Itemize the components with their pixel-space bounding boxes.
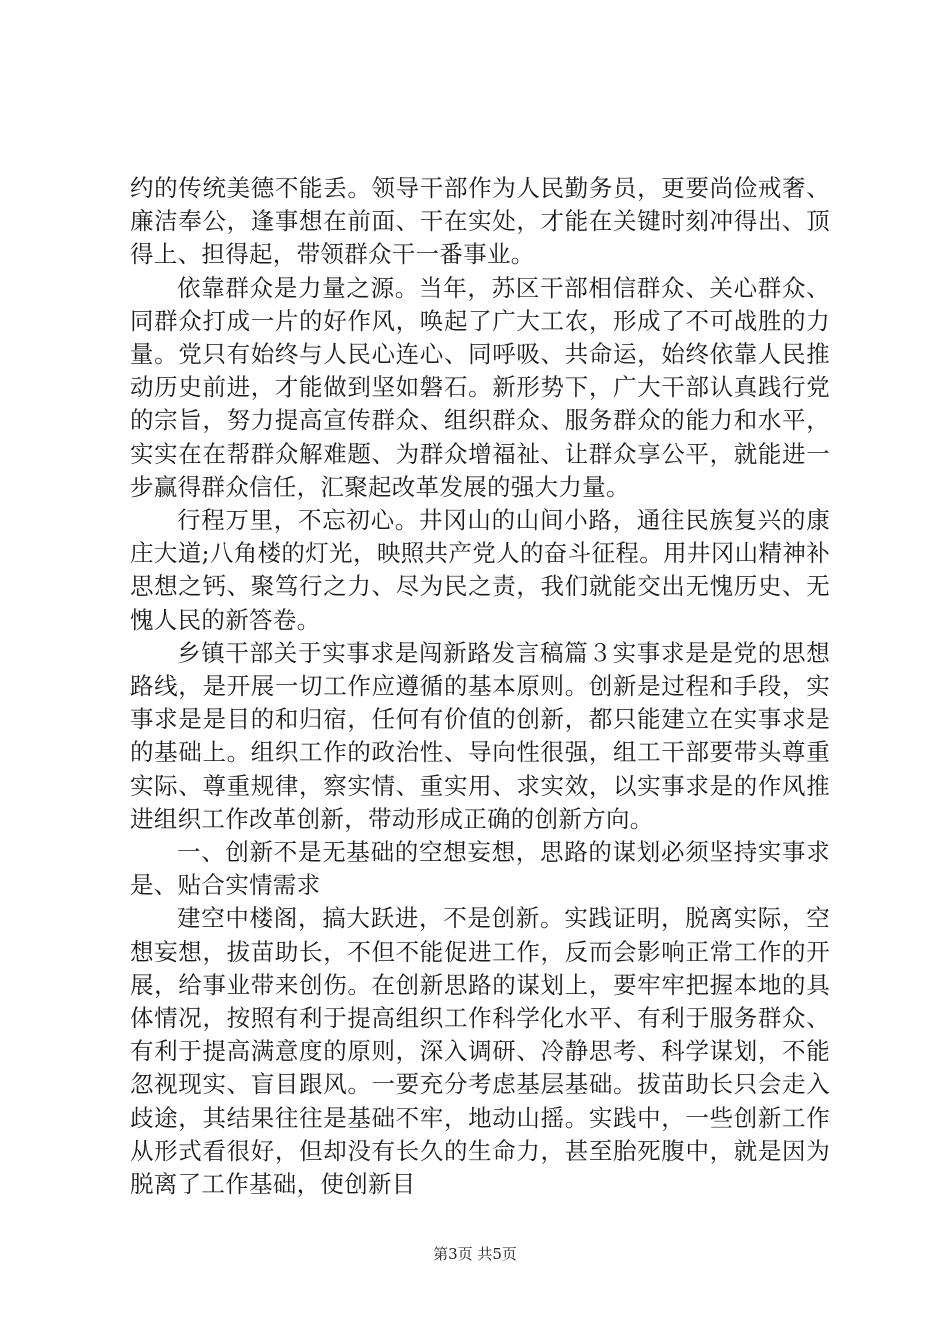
document-body — [130, 172, 830, 1201]
paragraph: 依靠群众是力量之源。当年，苏区干部相信群众、关心群众、同群众打成一片的好作风，唤起了广大工农，形成了不可战胜的力量。党只有始终与人民心连心、同呼吸、共命运，始终依靠人民推动历史前进，才能做到坚如磐石。新形势下，广大干部认真践行党的宗旨，努力提高宣传群众、组织群众、服务群众的能力和水平，实实在在帮群众解难题、为群众增福祉、让群众享公平，就能进一步赢得群众信任，汇聚起改革发展的强大力量。 — [130, 273, 830, 501]
section-heading: 一、创新不是无基础的空想妄想，思路的谋划必须坚持实事求是、贴合实情需求 — [130, 838, 830, 900]
paragraph: 行程万里，不忘初心。井冈山的山间小路，通往民族复兴的康庄大道;八角楼的灯光，映照共产党人的奋斗征程。用井冈山精神补思想之钙、聚笃行之力、尽为民之责，我们就能交出无愧历史、无愧人民的新答卷。 — [130, 506, 830, 634]
paragraph: 建空中楼阁，搞大跃进，不是创新。实践证明，脱离实际，空想妄想，拔苗助长，不但不能促进工作，反而会影响正常工作的开展，给事业带来创伤。在创新思路的谋划上，要牢牢把握本地的具体情况，按照有利于提高组织工作科学化水平、有利于服务群众、有利于提高满意度的原则，深入调研、冷静思考、科学谋划，不能忽视现实、盲目跟风。一要充分考虑基层基础。拔苗助长只会走入歧途，其结果往往是基础不牢，地动山摇。实践中，一些创新工作从形式看很好，但却没有长久的生命力，甚至胎死腹中，就是因为脱离了工作基础，使创新目 — [130, 904, 830, 1199]
paragraph-continuation: 约的传统美德不能丢。领导干部作为人民勤务员，更要尚俭戒奢、廉洁奉公，逢事想在前面、干在实处，才能在关键时刻冲得出、顶得上、担得起，带领群众干一番事业。 — [130, 174, 830, 269]
page-footer: 第3页 共5页 — [433, 1245, 517, 1263]
paragraph: 乡镇干部关于实事求是闯新路发言稿篇３实事求是是党的思想路线，是开展一切工作应遵循的基本原则。创新是过程和手段，实事求是是目的和归宿，任何有价值的创新，都只能建立在实事求是的基础上。组织工作的政治性、导向性很强，组工干部要带头尊重实际、尊重规律，察实情、重实用、求实效，以实事求是的作风推进组织工作改革创新，带动形成正确的创新方向。 — [130, 638, 830, 833]
